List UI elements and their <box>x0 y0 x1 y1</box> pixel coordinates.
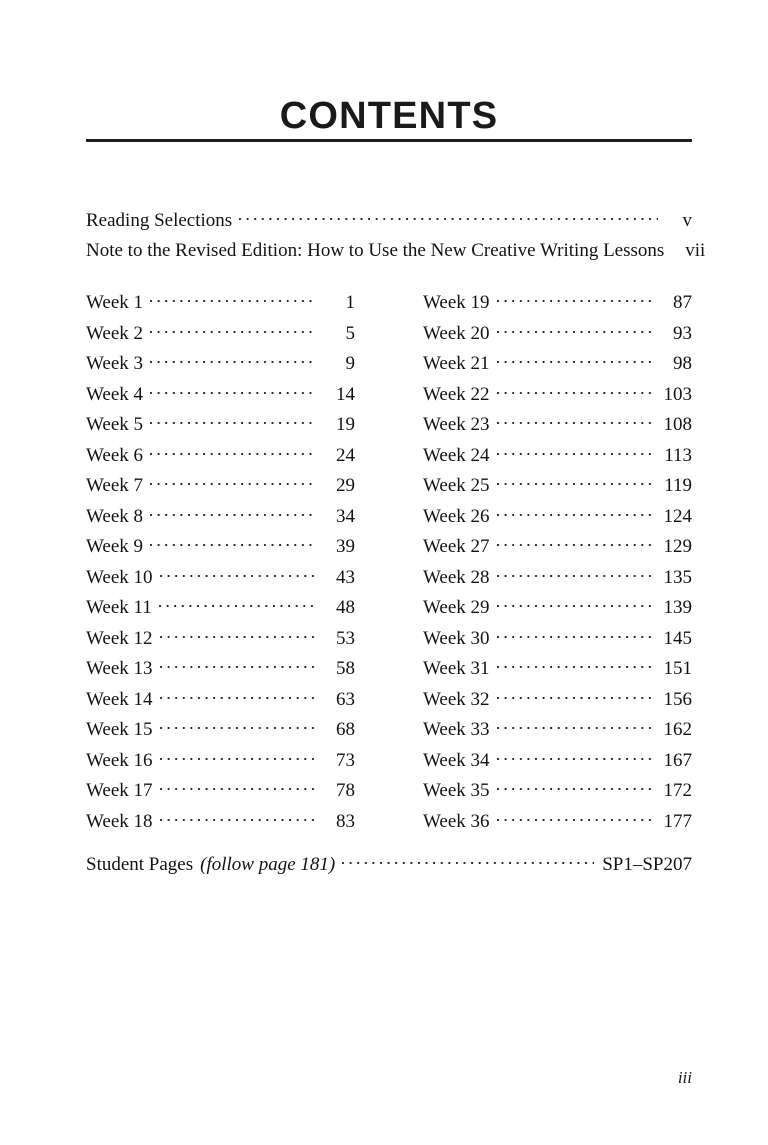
toc-entry-label: Week 26 <box>423 505 490 527</box>
dot-leader <box>150 411 317 430</box>
toc-entry-label: Week 14 <box>86 688 153 710</box>
toc-entry[interactable] <box>86 563 355 594</box>
toc-entry-page: 135 <box>663 566 692 588</box>
dot-leader <box>160 564 317 583</box>
student-pages-title: Student Pages <box>86 854 194 875</box>
toc-entry[interactable] <box>86 410 355 441</box>
dot-leader <box>497 655 654 674</box>
toc-entry[interactable] <box>86 654 355 685</box>
dot-leader <box>150 320 317 339</box>
toc-entry-page: 167 <box>663 749 692 771</box>
toc-entry-label: Week 22 <box>423 383 490 405</box>
dot-leader <box>150 442 317 461</box>
toc-entry-page: 156 <box>663 688 692 710</box>
toc-entry-page: 93 <box>673 322 692 344</box>
toc-entry-label: Week 25 <box>423 475 490 496</box>
toc-entry-page: 24 <box>336 444 355 466</box>
dot-leader <box>160 747 317 766</box>
dot-leader <box>239 207 658 226</box>
toc-entry-page: 87 <box>673 292 692 313</box>
toc-entry-page: 83 <box>336 810 355 832</box>
toc-entry-label: Week 3 <box>86 353 144 374</box>
toc-entry-label: Week 10 <box>86 566 153 588</box>
toc-entry-label: Week 24 <box>423 444 490 466</box>
toc-entry-label <box>86 850 340 881</box>
toc-entry[interactable] <box>423 715 692 746</box>
dot-leader <box>150 472 317 491</box>
toc-entry[interactable] <box>86 236 706 266</box>
dot-leader <box>497 320 654 339</box>
toc-entry-page: 58 <box>336 658 355 679</box>
toc-entry-label: Week 34 <box>423 749 490 771</box>
dot-leader <box>497 533 654 552</box>
toc-entry[interactable] <box>423 685 692 716</box>
toc-entry-page: 113 <box>664 444 692 466</box>
toc-entry-label: Note to the Revised Edition: How to Use the New Creative Writing Lessons <box>86 240 665 261</box>
toc-entry-label: Week 4 <box>86 383 144 405</box>
dot-leader <box>497 594 654 613</box>
toc-entry-label: Week 30 <box>423 627 490 649</box>
toc-entry-page: 73 <box>336 749 355 771</box>
toc-entry-label: Week 2 <box>86 322 144 344</box>
toc-entry-label: Week 1 <box>86 292 144 313</box>
toc-entry-page: 78 <box>336 780 355 801</box>
toc-entry-label: Week 33 <box>423 719 490 740</box>
toc-entry-page: vii <box>685 240 706 261</box>
toc-entry[interactable] <box>423 807 692 838</box>
toc-entry[interactable] <box>423 624 692 655</box>
toc-entry-page: 129 <box>663 536 692 557</box>
toc-entry[interactable] <box>86 776 355 807</box>
toc-entry-label: Week 9 <box>86 536 144 557</box>
front-matter-list <box>86 206 706 266</box>
student-pages-entry <box>86 850 692 881</box>
dot-leader <box>497 716 654 735</box>
toc-entry[interactable] <box>86 502 355 533</box>
toc-entry-page: 48 <box>336 597 355 618</box>
toc-entry-page: 124 <box>663 505 692 527</box>
toc-entry-label: Week 17 <box>86 780 153 801</box>
toc-entry-label: Week 28 <box>423 566 490 588</box>
toc-entry[interactable] <box>86 288 355 319</box>
toc-entry-label: Week 21 <box>423 353 490 374</box>
toc-entry-page: SP1–SP207 <box>602 854 692 875</box>
toc-entry[interactable] <box>423 410 692 441</box>
toc-entry-label: Week 18 <box>86 810 153 832</box>
dot-leader <box>497 472 654 491</box>
dot-leader <box>497 503 654 522</box>
toc-entry[interactable] <box>86 685 355 716</box>
dot-leader <box>497 747 654 766</box>
dot-leader <box>497 686 654 705</box>
dot-leader <box>160 777 317 796</box>
toc-entry[interactable] <box>86 715 355 746</box>
dot-leader <box>497 564 654 583</box>
toc-entry-page: 108 <box>663 414 692 435</box>
toc-entry-page: 139 <box>663 597 692 618</box>
toc-entry-label: Week 27 <box>423 536 490 557</box>
toc-entry-label: Week 35 <box>423 780 490 801</box>
toc-entry-label: Week 19 <box>423 292 490 313</box>
toc-entry[interactable] <box>423 654 692 685</box>
toc-entry[interactable] <box>423 441 692 472</box>
toc-entry[interactable] <box>86 746 355 777</box>
toc-entry-page: 43 <box>336 566 355 588</box>
toc-entry[interactable] <box>86 624 355 655</box>
toc-entry-page: 177 <box>663 810 692 832</box>
toc-entry-page: 34 <box>336 505 355 527</box>
toc-entry[interactable] <box>423 776 692 807</box>
toc-entry[interactable] <box>86 593 355 624</box>
toc-entry[interactable] <box>423 532 692 563</box>
dot-leader <box>497 808 654 827</box>
dot-leader <box>497 442 654 461</box>
toc-entry-page: 19 <box>336 414 355 435</box>
toc-entry-label: Week 5 <box>86 414 144 435</box>
toc-entry-page: 162 <box>663 719 692 740</box>
toc-entry-label: Week 11 <box>86 597 152 618</box>
dot-leader <box>150 289 317 308</box>
dot-leader <box>497 777 654 796</box>
dot-leader <box>160 808 317 827</box>
toc-entry[interactable] <box>86 471 355 502</box>
toc-entry-label: Week 8 <box>86 505 144 527</box>
toc-entry-page: 29 <box>336 475 355 496</box>
toc-entry[interactable] <box>86 807 355 838</box>
toc-entry[interactable] <box>86 206 692 236</box>
dot-leader <box>497 381 654 400</box>
toc-entry-label: Week 20 <box>423 322 490 344</box>
toc-entry[interactable] <box>423 746 692 777</box>
toc-entry-page: v <box>682 210 692 231</box>
toc-entry-label: Week 36 <box>423 810 490 832</box>
dot-leader <box>160 716 317 735</box>
toc-entry[interactable] <box>86 319 355 350</box>
toc-entry[interactable] <box>86 441 355 472</box>
student-pages-note: (follow page 181) <box>200 854 336 875</box>
dot-leader <box>150 503 317 522</box>
toc-entry[interactable] <box>86 380 355 411</box>
toc-entry[interactable] <box>86 850 692 881</box>
toc-entry-page: 68 <box>336 719 355 740</box>
toc-entry-label: Week 32 <box>423 688 490 710</box>
week-columns <box>86 288 692 837</box>
dot-leader <box>159 594 317 613</box>
page-title: CONTENTS <box>279 95 499 137</box>
toc-entry-label: Week 7 <box>86 475 144 496</box>
dot-leader <box>150 533 317 552</box>
toc-entry-page: 63 <box>336 688 355 710</box>
dot-leader <box>497 625 654 644</box>
toc-entry-page: 103 <box>663 383 692 405</box>
dot-leader <box>497 289 654 308</box>
toc-entry-label: Week 31 <box>423 658 490 679</box>
toc-entry[interactable] <box>423 380 692 411</box>
toc-entry[interactable] <box>423 471 692 502</box>
dot-leader <box>342 851 594 870</box>
toc-entry-label: Week 6 <box>86 444 144 466</box>
week-column-left <box>86 288 355 837</box>
toc-entry-page: 9 <box>345 353 355 374</box>
toc-entry[interactable] <box>86 349 355 380</box>
toc-entry[interactable] <box>423 349 692 380</box>
dot-leader <box>160 625 317 644</box>
toc-entry-label: Week 23 <box>423 414 490 435</box>
toc-entry-label: Week 29 <box>423 597 490 618</box>
toc-entry-page: 119 <box>664 475 692 496</box>
toc-entry[interactable] <box>423 593 692 624</box>
toc-entry-label: Reading Selections <box>86 210 233 231</box>
toc-entry-page: 1 <box>345 292 355 313</box>
toc-entry-label: Week 15 <box>86 719 153 740</box>
toc-entry-page: 14 <box>336 383 355 405</box>
toc-entry-label: Week 12 <box>86 627 153 649</box>
toc-entry[interactable] <box>423 288 692 319</box>
toc-entry[interactable] <box>423 502 692 533</box>
title-divider <box>86 139 692 142</box>
dot-leader <box>160 686 317 705</box>
dot-leader <box>160 655 317 674</box>
week-column-right <box>423 288 692 837</box>
toc-entry-page: 145 <box>663 627 692 649</box>
toc-entry[interactable] <box>423 563 692 594</box>
toc-entry[interactable] <box>423 319 692 350</box>
toc-entry-label: Week 13 <box>86 658 153 679</box>
toc-entry-label: Week 16 <box>86 749 153 771</box>
folio: iii <box>677 1068 692 1087</box>
toc-entry-page: 5 <box>345 322 355 344</box>
dot-leader <box>150 381 317 400</box>
dot-leader <box>497 350 654 369</box>
toc-entry-page: 53 <box>336 627 355 649</box>
toc-entry-page: 172 <box>663 780 692 801</box>
dot-leader <box>497 411 654 430</box>
toc-entry[interactable] <box>86 532 355 563</box>
toc-entry-page: 98 <box>673 353 692 374</box>
title-block <box>86 96 692 142</box>
toc-entry-page: 151 <box>663 658 692 679</box>
toc-entry-page: 39 <box>336 536 355 557</box>
dot-leader <box>150 350 317 369</box>
